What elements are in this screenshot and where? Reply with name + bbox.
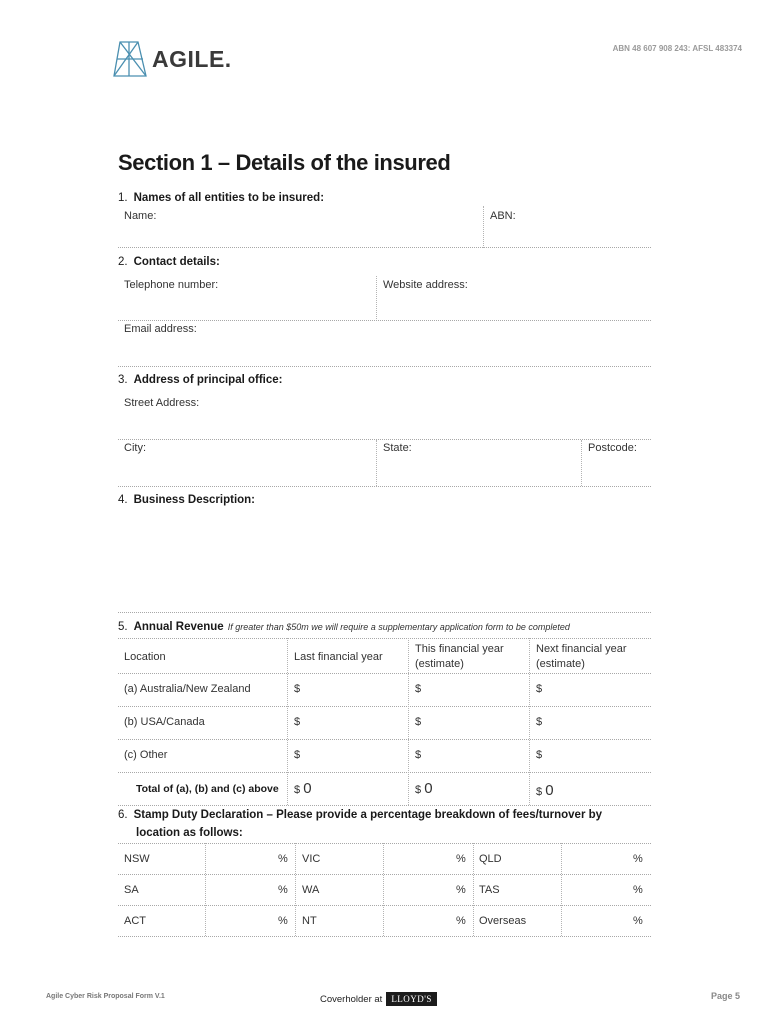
abn-label: ABN: [490,210,516,222]
q3-number: 3. [118,374,128,386]
agile-logo [112,40,242,80]
stamp-duty-vic-percent[interactable]: % [456,853,466,865]
q6-title-line2: location as follows: [136,827,243,839]
col-this-year-header-1: This financial year [415,643,504,655]
revenue-aunz-last[interactable]: $ [294,683,301,695]
q4-title: Business Description: [133,494,256,506]
form-name: Agile Cyber Risk Proposal Form V.1 [46,993,165,1000]
total-this-currency: $ [415,784,422,796]
revenue-row-location: (b) USA/Canada [124,716,205,728]
q4-heading [118,494,255,506]
website-label: Website address: [383,279,468,291]
q3-heading [118,374,282,386]
stamp-duty-location: TAS [479,884,500,896]
stamp-duty-sa-percent[interactable]: % [278,884,288,896]
revenue-aunz-next[interactable]: $ [536,683,543,695]
revenue-row-location: (a) Australia/New Zealand [124,683,251,695]
col-last-year-header: Last financial year [294,651,383,663]
total-this [415,780,433,797]
city-field[interactable] [120,440,374,485]
revenue-row-location: (c) Other [124,749,168,761]
q3-title: Address of principal office: [133,374,283,386]
q1-heading [118,192,324,204]
section-title: Section 1 – Details of the insured [118,150,451,175]
email-field[interactable] [120,321,650,365]
total-next-currency: $ [536,786,543,798]
q6-heading-line2 [136,827,243,839]
revenue-usa-next[interactable]: $ [536,716,543,728]
q6-heading [118,809,602,821]
stamp-duty-qld-percent[interactable]: % [633,853,643,865]
stamp-duty-act-percent[interactable]: % [278,915,288,927]
col-this-year-header-2: (estimate) [415,658,464,670]
stamp-duty-location: VIC [302,853,321,865]
stamp-duty-location: NT [302,915,317,927]
stamp-duty-location: Overseas [479,915,527,927]
postcode-label: Postcode: [588,442,637,454]
q4-number: 4. [118,494,128,506]
revenue-aunz-this[interactable]: $ [415,683,422,695]
agile-logo-icon [112,40,148,78]
telephone-field[interactable] [120,276,374,320]
stamp-duty-wa-percent[interactable]: % [456,884,466,896]
coverholder-badge [320,991,437,1007]
stamp-duty-nt-percent[interactable]: % [456,915,466,927]
stamp-duty-location: QLD [479,853,502,865]
state-label: State: [383,442,412,454]
stamp-duty-overseas-percent[interactable]: % [633,915,643,927]
stamp-duty-location: ACT [124,915,146,927]
revenue-other-this[interactable]: $ [415,749,422,761]
coverholder-text: Coverholder at [320,993,383,1005]
total-last-value: 0 [303,780,312,797]
total-next [536,782,554,799]
logo-text: AGILE. [152,46,232,72]
abn-field[interactable] [485,206,650,246]
email-label: Email address: [124,323,197,335]
stamp-duty-tas-percent[interactable]: % [633,884,643,896]
total-last-currency: $ [294,784,301,796]
business-description-field[interactable] [120,512,650,610]
revenue-other-next[interactable]: $ [536,749,543,761]
total-this-value: 0 [424,780,433,797]
q5-heading [118,621,570,633]
state-field[interactable] [378,440,581,485]
postcode-field[interactable] [583,440,650,485]
total-last [294,780,312,797]
website-field[interactable] [378,276,650,320]
revenue-usa-this[interactable]: $ [415,716,422,728]
stamp-duty-nsw-percent[interactable]: % [278,853,288,865]
q2-title: Contact details: [133,256,220,268]
street-address-label: Street Address: [124,397,200,409]
total-label: Total of (a), (b) and (c) above [136,783,279,795]
lloyds-logo: LLOYD'S [386,992,437,1006]
col-location-header: Location [124,651,166,663]
stamp-duty-location: SA [124,884,139,896]
q1-number: 1. [118,192,128,204]
revenue-usa-last[interactable]: $ [294,716,301,728]
q5-number: 5. [118,621,128,633]
col-next-year-header-1: Next financial year [536,643,627,655]
name-field[interactable] [120,206,482,246]
revenue-other-last[interactable]: $ [294,749,301,761]
stamp-duty-location: NSW [124,853,150,865]
q6-title-line1: Stamp Duty Declaration – Please provide a percentage breakdown of fees/turnover by [133,809,603,821]
q1-title: Names of all entities to be insured: [133,192,325,204]
q6-number: 6. [118,809,128,821]
q5-title: Annual Revenue [133,621,224,633]
stamp-duty-location: WA [302,884,320,896]
q2-number: 2. [118,256,128,268]
name-label: Name: [124,210,157,222]
street-address-field[interactable] [120,394,650,438]
city-label: City: [124,442,146,454]
q5-note: If greater than $50m we will require a supplementary application form to be completed [227,622,570,632]
col-next-year-header-2: (estimate) [536,658,585,670]
telephone-label: Telephone number: [124,279,219,291]
abn-afsl-text: ABN 48 607 908 243: AFSL 483374 [612,44,742,53]
total-next-value: 0 [545,782,554,799]
page-number: Page 5 [710,991,740,1001]
q2-heading [118,256,220,268]
